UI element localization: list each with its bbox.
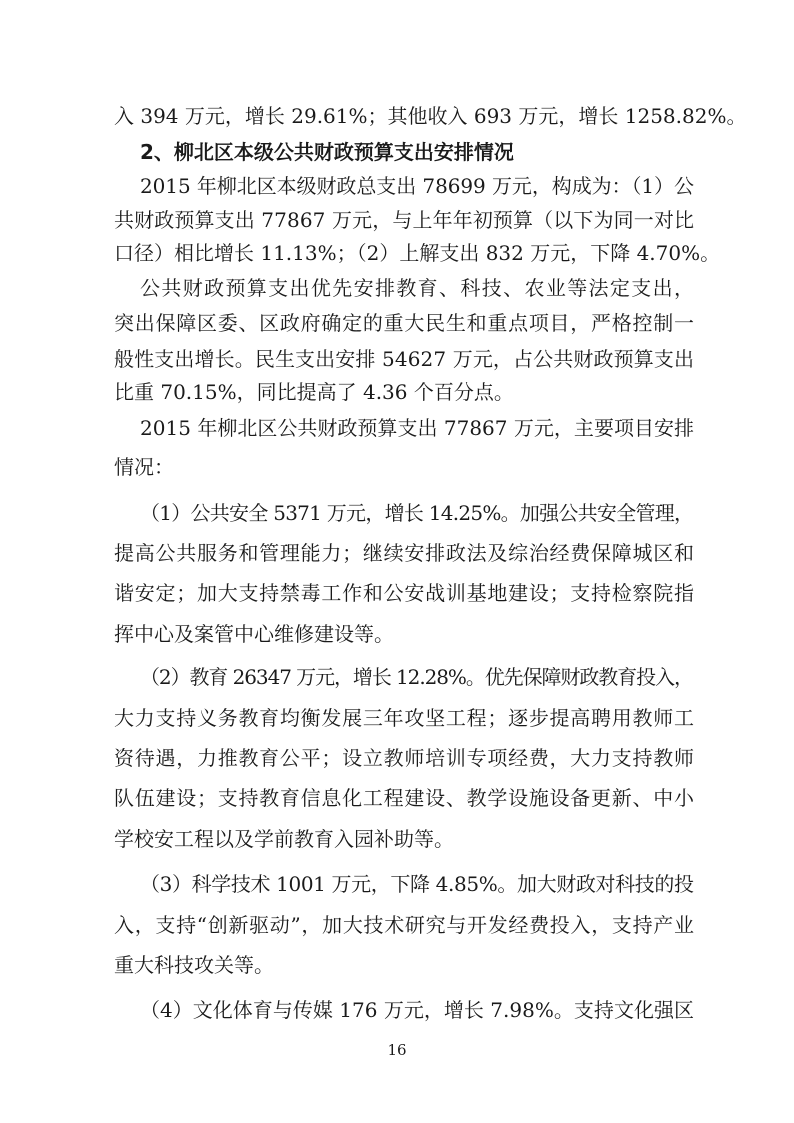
text-line: 情况： — [114, 455, 174, 479]
text-line: 公共财政预算支出优先安排教育、科技、农业等法定支出， — [140, 276, 696, 300]
text-line: 资待遇，力推教育公平；设立教师培训专项经费，大力支持教师 — [114, 746, 695, 770]
text-line: （3）科学技术 1001 万元，下降 4.85%。加大财政对科技的投 — [140, 872, 694, 896]
text-line: 大力支持义务教育均衡发展三年攻坚工程；逐步提高聘用教师工 — [114, 706, 695, 730]
text-line: 共财政预算支出 77867 万元，与上年年初预算（以下为同一对比 — [114, 208, 695, 232]
text-line: 挥中心及案管中心维修建设等。 — [114, 622, 394, 646]
text-line: 学校安工程以及学前教育入园补助等。 — [114, 827, 454, 851]
text-line: 般性支出增长。民生支出安排 54627 万元，占公共财政预算支出 — [114, 347, 695, 371]
text-line: （1）公共安全 5371 万元，增长 14.25%。加强公共安全管理， — [140, 501, 694, 525]
text-line: 队伍建设；支持教育信息化工程建设、教学设施设备更新、中小 — [114, 786, 695, 810]
text-line: （4）文化体育与传媒 176 万元，增长 7.98%。支持文化强区 — [140, 998, 695, 1022]
page-number: 16 — [387, 1041, 407, 1059]
text-line: 口径）相比增长 11.13%；（2）上解支出 832 万元，下降 4.70%。 — [114, 241, 721, 265]
text-line: （2）教育 26347 万元，增长 12.28%。优先保障财政教育投入， — [140, 665, 693, 689]
section-heading: 2、柳北区本级公共财政预算支出安排情况 — [140, 140, 514, 164]
text-line: 突出保障区委、区政府确定的重大民生和重点项目，严格控制一 — [114, 311, 695, 335]
text-line: 2015 年柳北区本级财政总支出 78699 万元，构成为：（1）公 — [140, 174, 694, 198]
text-line: 2015 年柳北区公共财政预算支出 77867 万元，主要项目安排 — [140, 416, 695, 440]
text-line: 提高公共服务和管理能力；继续安排政法及综治经费保障城区和 — [114, 541, 695, 565]
text-line: 入，支持“创新驱动”，加大技术研究与开发经费投入，支持产业 — [114, 913, 695, 937]
text-line: 重大科技攻关等。 — [114, 953, 274, 977]
text-line: 比重 70.15%，同比提高了 4.36 个百分点。 — [114, 380, 514, 404]
text-line: 谐安定；加大支持禁毒工作和公安战训基地建设；支持检察院指 — [114, 581, 695, 605]
text-line: 入 394 万元，增长 29.61%；其他收入 693 万元，增长 1258.82%。 — [114, 104, 747, 128]
